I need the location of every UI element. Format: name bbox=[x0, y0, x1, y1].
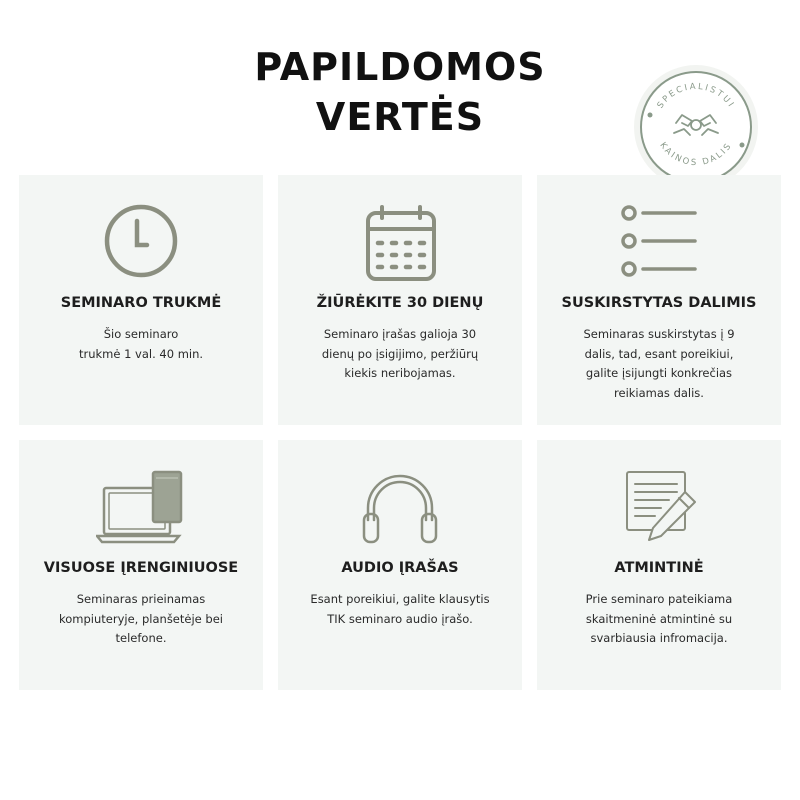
card-text: Seminaras suskirstytas į 9 dalis, tad, esant poreikiui, galite įsijungti konkrečias reikiamas dalis. bbox=[583, 327, 735, 400]
title-line-2: VERTĖS bbox=[315, 95, 485, 139]
feature-card-parts bbox=[537, 175, 781, 425]
feature-card-30-days bbox=[278, 175, 522, 425]
feature-card-duration bbox=[19, 175, 263, 425]
card-title: VISUOSE ĮRENGINIUOSE bbox=[43, 560, 239, 576]
stamp-top-text: SPECIALISTUI bbox=[655, 81, 737, 111]
devices-icon bbox=[19, 470, 263, 548]
card-text: Prie seminaro pateikiama skaitmeninė atmintinė su svarbiausia infromacija. bbox=[585, 592, 733, 645]
title-line-1: PAPILDOMOS bbox=[254, 45, 546, 89]
card-text: Šio seminaro trukmė 1 val. 40 min. bbox=[78, 327, 204, 361]
list-icon bbox=[537, 203, 781, 281]
feature-card-audio bbox=[278, 440, 522, 690]
card-text: Esant poreikiui, galite klausytis TIK seminaro audio įrašo. bbox=[310, 592, 490, 626]
feature-card-memo bbox=[537, 440, 781, 690]
card-title: ŽIŪRĖKITE 30 DIENŲ bbox=[316, 295, 484, 311]
card-title: SEMINARO TRUKMĖ bbox=[60, 295, 222, 311]
card-text: Seminaro įrašas galioja 30 dienų po įsigijimo, peržiūrų kiekis neribojamas. bbox=[321, 327, 479, 380]
headphones-icon bbox=[278, 470, 522, 548]
clock-icon bbox=[19, 203, 263, 281]
card-title: AUDIO ĮRAŠAS bbox=[341, 560, 459, 576]
card-text: Seminaras prieinamas kompiuteryje, planšetėje bei telefone. bbox=[59, 592, 223, 645]
specialist-stamp bbox=[632, 63, 760, 191]
stamp-bottom-text: KAINOS DALIS bbox=[657, 140, 735, 169]
calendar-icon bbox=[278, 203, 522, 281]
card-title: SUSKIRSTYTAS DALIMIS bbox=[561, 295, 757, 311]
feature-card-devices bbox=[19, 440, 263, 690]
notes-icon bbox=[537, 470, 781, 548]
card-title: ATMINTINĖ bbox=[614, 560, 704, 576]
